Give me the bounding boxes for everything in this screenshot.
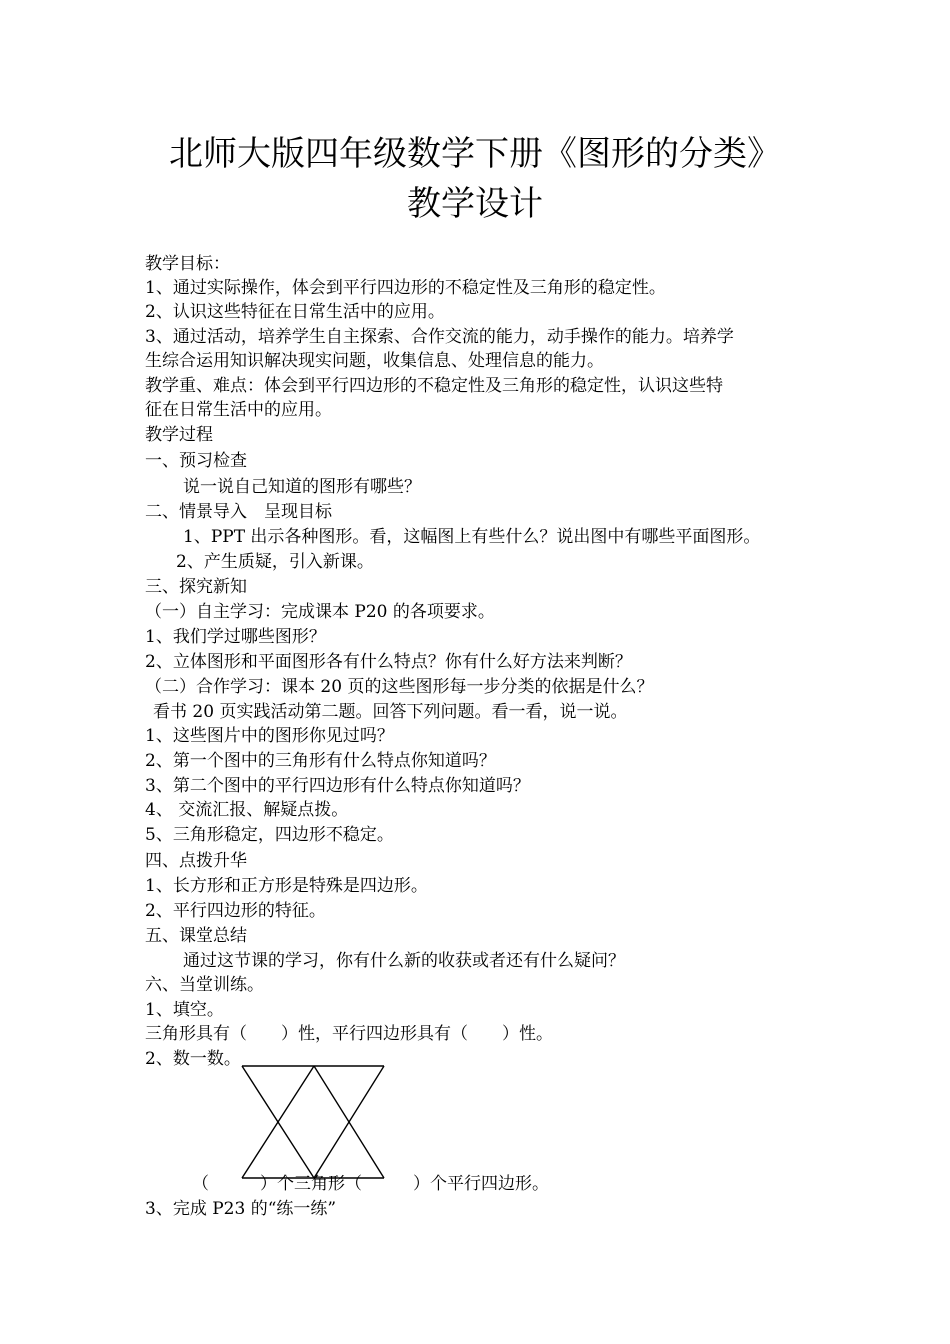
text-line: 通过这节课的学习，你有什么新的收获或者还有什么疑问？	[183, 951, 625, 971]
text-line: （一）自主学习：完成课本 P20 的各项要求。	[145, 602, 495, 622]
text-line: 说一说自己知道的图形有哪些？	[183, 477, 421, 497]
text-line: 1、我们学过哪些图形？	[145, 627, 326, 647]
section-heading: 一、预习检查	[145, 451, 247, 471]
section-heading: 三、探究新知	[145, 577, 247, 597]
document-title-line1: 北师大版四年级数学下册《图形的分类》	[169, 134, 781, 174]
fill-in-blank-line: 三角形具有（ ）性，平行四边形具有（ ）性。	[145, 1024, 553, 1044]
text-line: 教学目标：	[145, 254, 230, 274]
text-line: 2、数一数。	[145, 1049, 241, 1069]
text-line: 生综合运用知识解决现实问题，收集信息、处理信息的能力。	[145, 351, 604, 371]
text-line: 1、长方形和正方形是特殊是四边形。	[145, 876, 428, 896]
text-line: 教学重、难点：体会到平行四边形的不稳定性及三角形的稳定性，认识这些特	[145, 376, 723, 396]
text-line: 2、第一个图中的三角形有什么特点你知道吗？	[145, 751, 496, 771]
text-line: 1、这些图片中的图形你见过吗？	[145, 726, 394, 746]
text-line: 4、 交流汇报、解疑点拨。	[145, 800, 349, 820]
document-title-line2: 教学设计	[407, 184, 543, 224]
text-line: （二）合作学习：课本 20 页的这些图形每一步分类的依据是什么？	[145, 677, 654, 697]
text-line: 3、完成 P23 的“练一练”	[145, 1199, 337, 1219]
text-line: 2、认识这些特征在日常生活中的应用。	[145, 302, 445, 322]
section-heading: 六、当堂训练。	[145, 975, 264, 995]
text-line: 2、立体图形和平面图形各有什么特点？你有什么好方法来判断？	[145, 652, 632, 672]
text-line: 5、三角形稳定，四边形不稳定。	[145, 825, 394, 845]
text-line: 1、填空。	[145, 1000, 224, 1020]
triangle-parallelogram-figure	[238, 1062, 390, 1182]
text-line: 看书 20 页实践活动第二题。回答下列问题。看一看，说一说。	[153, 702, 628, 722]
text-line: 2、平行四边形的特征。	[145, 901, 326, 921]
text-line: 征在日常生活中的应用。	[145, 400, 332, 420]
text-line: 2、产生质疑，引入新课。	[176, 552, 374, 572]
section-heading: 二、情景导入 呈现目标	[145, 502, 332, 522]
text-line: 1、通过实际操作，体会到平行四边形的不稳定性及三角形的稳定性。	[145, 278, 666, 298]
section-heading: 教学过程	[145, 425, 213, 445]
section-heading: 四、点拨升华	[145, 851, 247, 871]
text-line: 3、第二个图中的平行四边形有什么特点你知道吗？	[145, 776, 530, 796]
text-line: 1、PPT 出示各种图形。看，这幅图上有些什么？说出图中有哪些平面图形。	[183, 527, 761, 547]
section-heading: 五、课堂总结	[145, 926, 247, 946]
text-line: 3、通过活动，培养学生自主探索、合作交流的能力，动手操作的能力。培养学	[145, 327, 734, 347]
count-answer-line: （ ）个三角形（ ）个平行四边形。	[192, 1174, 549, 1194]
